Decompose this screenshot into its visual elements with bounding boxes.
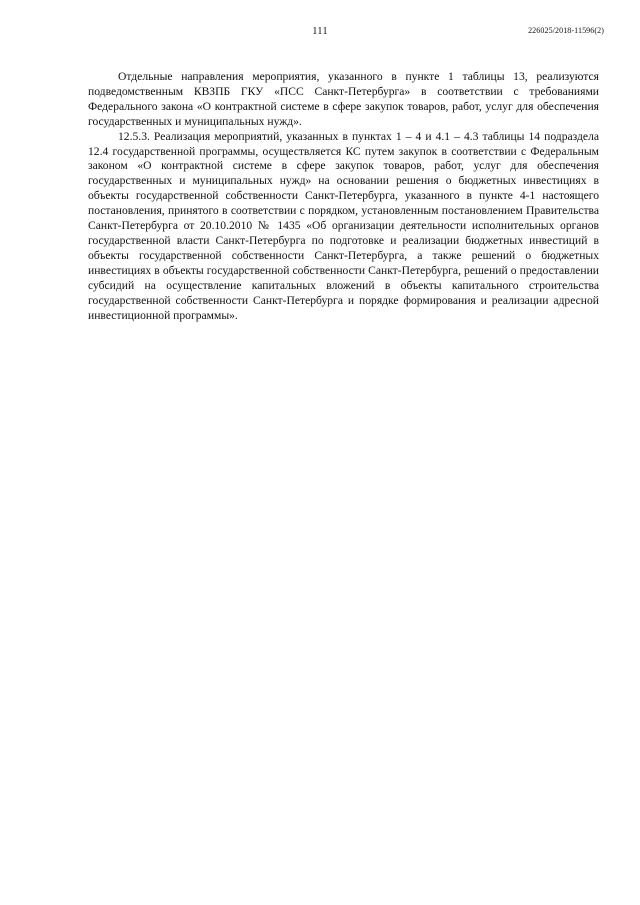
paragraph-2: 12.5.3. Реализация мероприятий, указанных в пунктах 1 – 4 и 4.1 – 4.3 таблицы 14 подраздела 12.4 государственной программы, осуществляется КС путем закупок в соответствии с Федеральным законом «О контрактной системе в сфере закупок товаров, работ, услуг для обеспечения государственных и муниципальных нужд» на основании решения о бюджетных инвестициях в объекты государственной собственности Санкт-Петербурга, указанного в пункте 4-1 настоящего постановления, принятого в соответствии с порядком, установленным постановлением Правительства Санкт-Петербурга от 20.10.2010 № 1435 «Об организации деятельности исполнительных органов государственной власти Санкт-Петербурга по подготовке и реализации бюджетных инвестиций в объекты государственной собственности Санкт-Петербурга, а также решений о бюджетных инвестициях в объекты государственной собственности Санкт-Петербурга, решений о предоставлении субсидий на осуществление капитальных вложений в объекты капитального строительства государственной собственности Санкт-Петербурга и порядке формирования и реализации адресной инвестиционной программы».: [88, 129, 599, 322]
document-body: [88, 70, 599, 323]
page-number: 111: [312, 26, 328, 37]
document-id: 226025/2018-11596(2): [528, 26, 604, 35]
paragraph-1: Отдельные направления мероприятия, указанного в пункте 1 таблицы 13, реализуются подведомственным КВЗПБ ГКУ «ПСС Санкт-Петербурга» в соответствии с требованиями Федерального закона «О контрактной системе в сфере закупок товаров, работ, услуг для обеспечения государственных и муниципальных нужд».: [88, 70, 599, 128]
